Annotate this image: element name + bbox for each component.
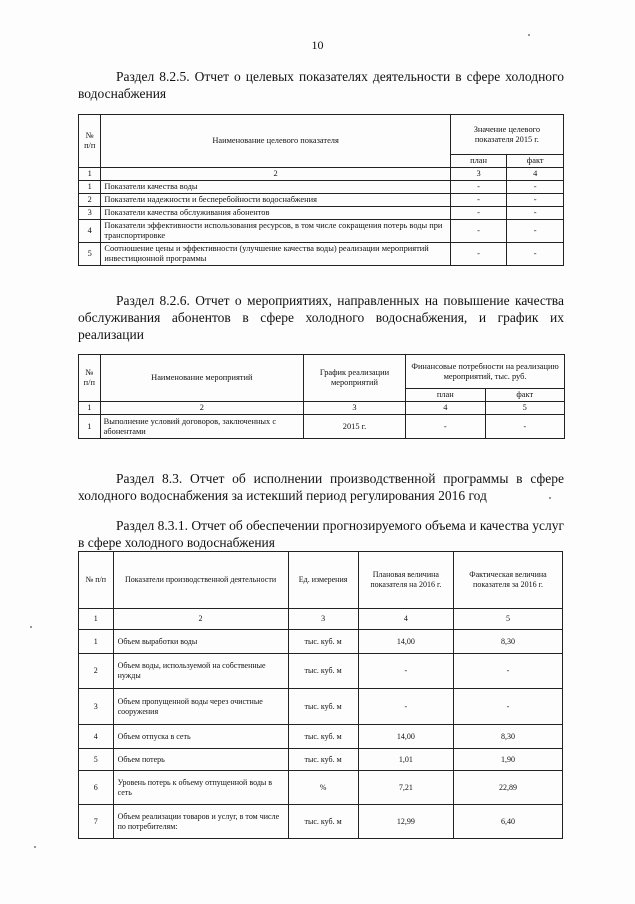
- table-row: [79, 725, 563, 749]
- col-header-plan: план: [450, 155, 507, 168]
- row-name: Показатели качества обслуживания абонентов: [101, 207, 450, 220]
- row-plan: -: [358, 654, 453, 689]
- col-header-num: № п/п: [79, 552, 114, 609]
- row-fact: -: [507, 181, 564, 194]
- row-name: Объем отпуска в сеть: [113, 725, 288, 749]
- col-number: 4: [507, 168, 564, 181]
- col-header-fact: Фактическая величина показателя за 2016 г.: [454, 552, 563, 609]
- row-fact: 22,89: [454, 771, 563, 805]
- col-number: 4: [406, 402, 485, 415]
- row-num: 4: [79, 220, 101, 243]
- row-name: Показатели качества воды: [101, 181, 450, 194]
- col-number: 3: [303, 402, 405, 415]
- col-header-unit: Ед. измерения: [288, 552, 358, 609]
- row-name: Объем пропущенной воды через очистные сооружения: [113, 689, 288, 725]
- col-header-name: Наименование мероприятий: [100, 355, 303, 402]
- row-plan: -: [450, 220, 507, 243]
- row-plan: 12,99: [358, 805, 453, 839]
- table-row: [79, 805, 563, 839]
- col-number: 1: [79, 168, 101, 181]
- scan-speck: [528, 34, 530, 36]
- row-plan: -: [450, 181, 507, 194]
- row-num: 6: [79, 771, 114, 805]
- row-fact: -: [454, 689, 563, 725]
- row-unit: тыс. куб. м: [288, 749, 358, 771]
- row-fact: 8,30: [454, 725, 563, 749]
- section-826-heading: [78, 292, 564, 343]
- row-fact: -: [507, 207, 564, 220]
- row-num: 4: [79, 725, 114, 749]
- col-number: 3: [450, 168, 507, 181]
- col-header-name: Наименование целевого показателя: [101, 115, 450, 168]
- row-plan: -: [450, 194, 507, 207]
- table-row: [79, 630, 563, 654]
- col-header-name: Показатели производственной деятельности: [113, 552, 288, 609]
- row-fact: -: [485, 415, 565, 439]
- row-fact: -: [507, 194, 564, 207]
- row-unit: тыс. куб. м: [288, 689, 358, 725]
- production-volume-table: [78, 551, 563, 839]
- col-header-schedule: График реализации мероприятий: [303, 355, 405, 402]
- col-number: 1: [79, 402, 101, 415]
- row-name: Объем воды, используемой на собственные нужды: [113, 654, 288, 689]
- service-quality-measures-table: [78, 354, 565, 439]
- col-header-fact: факт: [507, 155, 564, 168]
- section-826-heading-text: Раздел 8.2.6. Отчет о мероприятиях, направленных на повышение качества обслуживания абонентов в сфере холодного водоснабжения, и график их реализации: [78, 293, 564, 342]
- row-plan: 14,00: [358, 630, 453, 654]
- column-number-row: [79, 609, 563, 630]
- table-row: [79, 654, 563, 689]
- row-plan: -: [450, 207, 507, 220]
- table-row: [79, 771, 563, 805]
- table-row: [79, 194, 564, 207]
- row-unit: %: [288, 771, 358, 805]
- row-num: 7: [79, 805, 114, 839]
- row-fact: 1,90: [454, 749, 563, 771]
- row-schedule: 2015 г.: [303, 415, 405, 439]
- section-831-heading: [78, 517, 564, 551]
- row-num: 3: [79, 689, 114, 725]
- row-unit: тыс. куб. м: [288, 630, 358, 654]
- col-header-value-group: Значение целевого показателя 2015 г.: [450, 115, 563, 155]
- target-indicators-table: [78, 114, 564, 266]
- row-name: Выполнение условий договоров, заключенных с абонентами: [100, 415, 303, 439]
- row-fact: -: [507, 220, 564, 243]
- col-header-finance-group: Финансовые потребности на реализацию мероприятий, тыс. руб.: [406, 355, 565, 389]
- col-number: 1: [79, 609, 114, 630]
- row-fact: 8,30: [454, 630, 563, 654]
- row-unit: тыс. куб. м: [288, 725, 358, 749]
- col-header-plan: Плановая величина показателя на 2016 г.: [358, 552, 453, 609]
- row-name: Объем потерь: [113, 749, 288, 771]
- row-num: 5: [79, 749, 114, 771]
- row-name: Показатели надежности и бесперебойности водоснабжения: [101, 194, 450, 207]
- col-number: 5: [485, 402, 565, 415]
- row-num: 3: [79, 207, 101, 220]
- row-unit: тыс. куб. м: [288, 654, 358, 689]
- table-row: [79, 689, 563, 725]
- row-num: 5: [79, 243, 101, 266]
- row-num: 2: [79, 654, 114, 689]
- section-83-heading-text: Раздел 8.3. Отчет об исполнении производственной программы в сфере холодного водоснабжения за истекший период регулирования 2016 год: [78, 471, 564, 503]
- row-plan: -: [358, 689, 453, 725]
- table-row: [79, 207, 564, 220]
- scan-speck: [30, 626, 32, 628]
- col-header-num: № п/п: [79, 355, 101, 402]
- section-825-heading-text: Раздел 8.2.5. Отчет о целевых показателях деятельности в сфере холодного водоснабжения: [78, 69, 564, 101]
- table-row: [79, 749, 563, 771]
- col-header-plan: план: [406, 389, 485, 402]
- row-num: 1: [79, 630, 114, 654]
- section-83-heading: [78, 470, 564, 504]
- col-number: 4: [358, 609, 453, 630]
- table-row: [79, 181, 564, 194]
- row-plan: 14,00: [358, 725, 453, 749]
- row-name: Показатели эффективности использования ресурсов, в том числе сокращения потерь воды при транспортировке: [101, 220, 450, 243]
- row-plan: 1,01: [358, 749, 453, 771]
- row-unit: тыс. куб. м: [288, 805, 358, 839]
- table-row: [79, 220, 564, 243]
- col-number: 2: [113, 609, 288, 630]
- col-header-fact: факт: [485, 389, 565, 402]
- col-number: 3: [288, 609, 358, 630]
- scan-speck: [34, 846, 36, 848]
- row-plan: -: [450, 243, 507, 266]
- table-row: [79, 243, 564, 266]
- row-plan: 7,21: [358, 771, 453, 805]
- row-name: Объем выработки воды: [113, 630, 288, 654]
- col-number: 2: [101, 168, 450, 181]
- row-name: Объем реализации товаров и услуг, в том числе по потребителям:: [113, 805, 288, 839]
- table-row: [79, 415, 565, 439]
- col-number: 2: [100, 402, 303, 415]
- row-name: Уровень потерь к объему отпущенной воды в сеть: [113, 771, 288, 805]
- row-fact: -: [454, 654, 563, 689]
- row-plan: -: [406, 415, 485, 439]
- section-831-heading-text: Раздел 8.3.1. Отчет об обеспечении прогнозируемого объема и качества услуг в сфере холодного водоснабжения: [78, 518, 564, 550]
- page-number: 10: [311, 38, 324, 52]
- column-number-row: [79, 168, 564, 181]
- col-header-num: № п/п: [79, 115, 101, 168]
- col-number: 5: [454, 609, 563, 630]
- row-name: Соотношение цены и эффективности (улучшение качества воды) реализации мероприятий инвестиционной программы: [101, 243, 450, 266]
- row-num: 1: [79, 181, 101, 194]
- scan-speck: [549, 497, 551, 499]
- column-number-row: [79, 402, 565, 415]
- row-fact: -: [507, 243, 564, 266]
- row-num: 2: [79, 194, 101, 207]
- row-num: 1: [79, 415, 101, 439]
- section-825-heading: [78, 68, 564, 102]
- row-fact: 6,40: [454, 805, 563, 839]
